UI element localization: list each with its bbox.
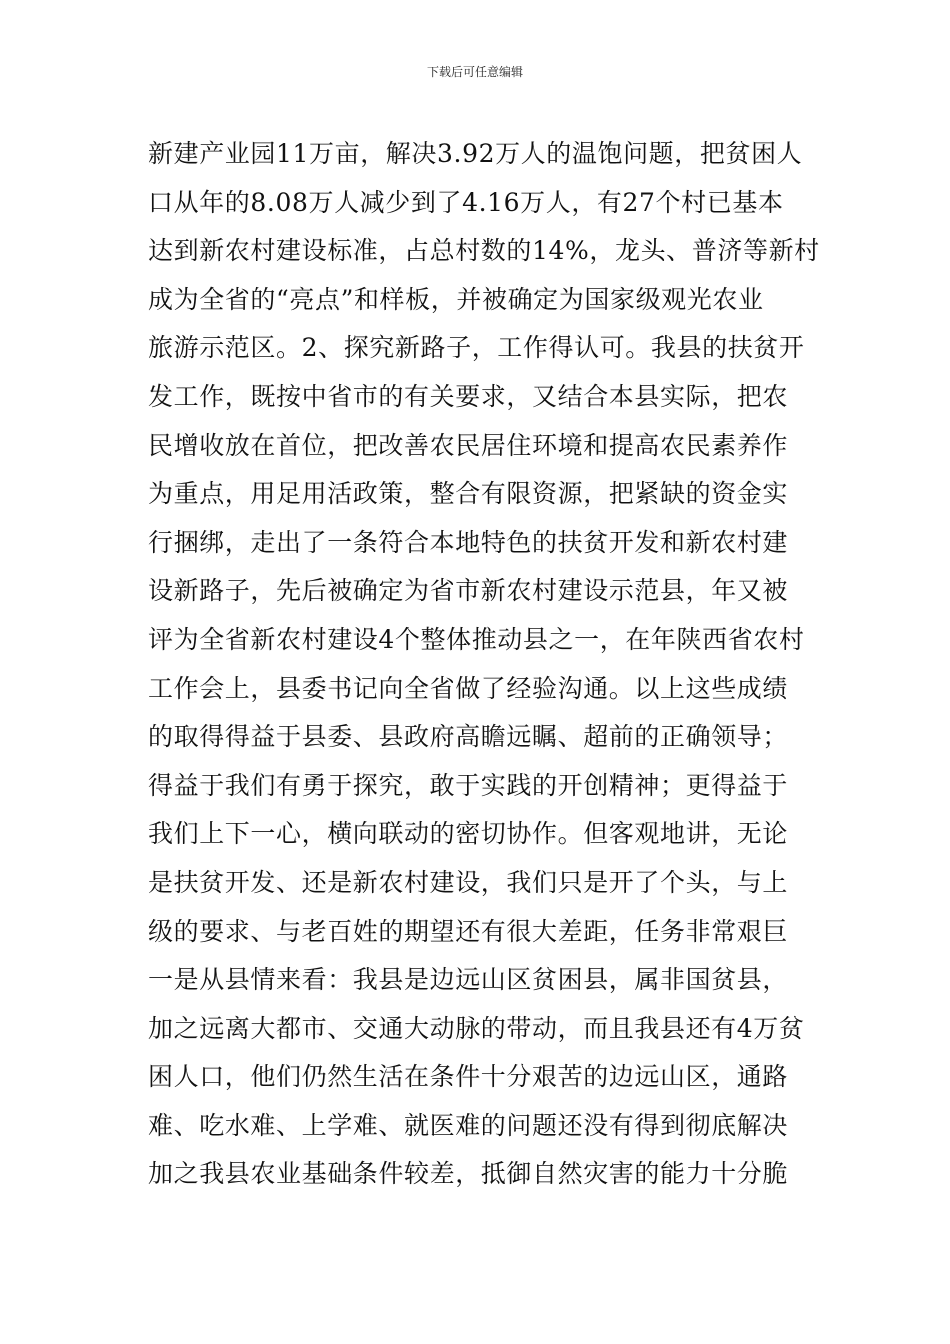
text-line: 难、吃水难、上学难、就医难的问题还没有得到彻底解决 bbox=[148, 1110, 789, 1140]
text-line: 评为全省新农村建设4个整体推动县之一，在年陕西省农村 bbox=[148, 624, 805, 654]
text-line: 发工作，既按中省市的有关要求，又结合本县实际，把农 bbox=[148, 381, 789, 411]
text-line: 是扶贫开发、还是新农村建设，我们只是开了个头，与上 bbox=[148, 867, 789, 897]
text-line: 的取得得益于县委、县政府高瞻远瞩、超前的正确领导； bbox=[148, 722, 789, 752]
text-line: 设新路子，先后被确定为省市新农村建设示范县，年又被 bbox=[148, 576, 789, 606]
text-line: 旅游示范区。2、探究新路子，工作得认可。我县的扶贫开 bbox=[148, 333, 805, 363]
text-line: 工作会上，县委书记向全省做了经验沟通。以上这些成绩 bbox=[148, 673, 789, 703]
text-line: 为重点，用足用活政策，整合有限资源，把紧缺的资金实 bbox=[148, 479, 789, 509]
text-line: 级的要求、与老百姓的期望还有很大差距，任务非常艰巨 bbox=[148, 916, 789, 946]
text-line: 成为全省的“亮点”和样板，并被确定为国家级观光农业 bbox=[148, 284, 764, 314]
text-line: 加之远离大都市、交通大动脉的带动，而且我县还有4万贫 bbox=[148, 1013, 805, 1043]
text-line: 困人口，他们仍然生活在条件十分艰苦的边远山区，通路 bbox=[148, 1062, 789, 1092]
text-line: 新建产业园11万亩，解决3.92万人的温饱问题，把贫困人 bbox=[148, 139, 803, 168]
text-line: 达到新农村建设标准，占总村数的14%，龙头、普济等新村 bbox=[148, 236, 820, 266]
text-line: 行捆绑，走出了一条符合本地特色的扶贫开发和新农村建 bbox=[148, 527, 789, 557]
text-line: 加之我县农业基础条件较差，抵御自然灾害的能力十分脆 bbox=[148, 1159, 789, 1189]
text-line: 我们上下一心，横向联动的密切协作。但客观地讲，无论 bbox=[148, 819, 789, 849]
text-line: 一是从县情来看：我县是边远山区贫困县，属非国贫县， bbox=[148, 965, 789, 995]
text-line: 民增收放在首位，把改善农民居住环境和提高农民素养作 bbox=[148, 430, 789, 460]
body-text bbox=[148, 130, 820, 1199]
text-line: 得益于我们有勇于探究，敢于实践的开创精神；更得益于 bbox=[148, 770, 789, 800]
page-header-note: 下载后可任意编辑 bbox=[426, 65, 523, 79]
text-line: 口从年的8.08万人减少到了4.16万人，有27个村已基本 bbox=[148, 187, 784, 217]
